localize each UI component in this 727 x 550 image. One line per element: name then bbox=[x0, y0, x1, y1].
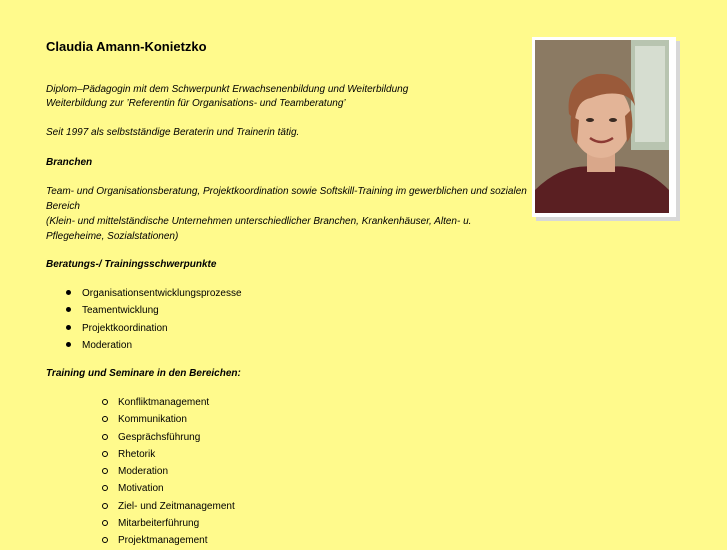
page-title: Claudia Amann-Konietzko bbox=[46, 39, 207, 54]
list-item: Motivation bbox=[82, 480, 235, 497]
schwerpunkte-list bbox=[46, 285, 242, 354]
list-item: Organisationsentwicklungsprozesse bbox=[46, 285, 242, 302]
portrait-frame bbox=[532, 37, 676, 217]
intro-line-1: Diplom–Pädagogin mit dem Schwerpunkt Erwachsenenbildung und Weiterbildung bbox=[46, 84, 409, 95]
list-item: Projektmanagement bbox=[82, 532, 235, 549]
intro-line-2: Weiterbildung zur ’Referentin für Organisations- und Teamberatung’ bbox=[46, 98, 346, 109]
branchen-text-1: Team- und Organisationsberatung, Projektkoordination sowie Softskill-Training im gewerblichen und sozialen Bereich bbox=[46, 186, 527, 212]
list-item: Moderation bbox=[82, 463, 235, 480]
list-item: Gesprächsführung bbox=[82, 429, 235, 446]
since-text: Seit 1997 als selbstständige Beraterin und Trainerin tätig. bbox=[46, 127, 300, 138]
branchen-text bbox=[46, 184, 532, 244]
training-heading: Training und Seminare in den Bereichen: bbox=[46, 368, 241, 379]
list-item: Ziel- und Zeitmanagement bbox=[82, 498, 235, 515]
portrait-illustration bbox=[535, 40, 669, 213]
intro-text bbox=[46, 83, 408, 111]
training-list bbox=[82, 394, 235, 550]
list-item: Moderation bbox=[46, 337, 242, 354]
list-item: Konfliktmanagement bbox=[82, 394, 235, 411]
portrait-photo bbox=[535, 40, 669, 213]
list-item: Rhetorik bbox=[82, 446, 235, 463]
list-item: Teamentwicklung bbox=[46, 302, 242, 319]
list-item: Projektkoordination bbox=[46, 320, 242, 337]
branchen-text-2: (Klein- und mittelständische Unternehmen unterschiedlicher Branchen, Krankenhäuser, Alten- u. Pflegeheime, Sozialstationen) bbox=[46, 216, 472, 242]
branchen-heading: Branchen bbox=[46, 157, 93, 168]
list-item: Kommunikation bbox=[82, 411, 235, 428]
schwerpunkte-heading: Beratungs-/ Trainingsschwerpunkte bbox=[46, 259, 217, 270]
list-item: Mitarbeiterführung bbox=[82, 515, 235, 532]
